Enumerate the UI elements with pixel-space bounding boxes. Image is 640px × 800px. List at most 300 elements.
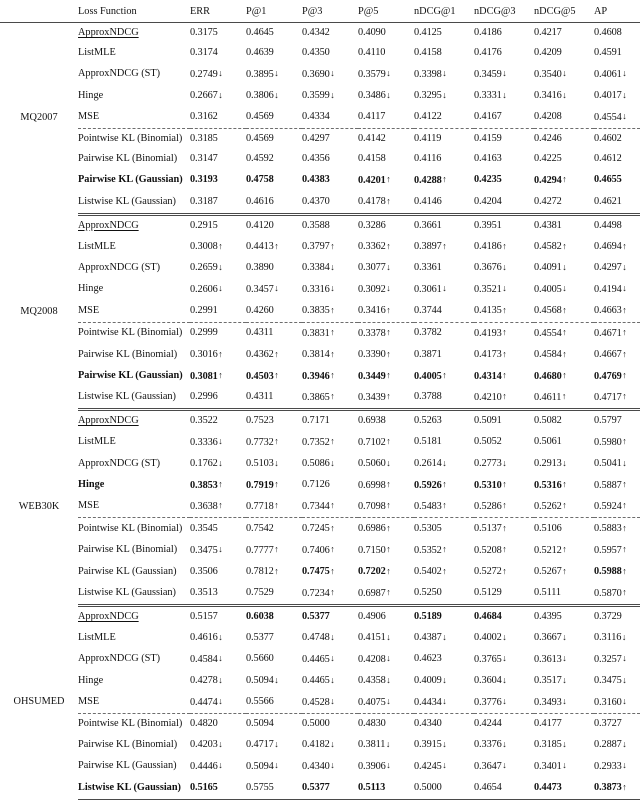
arrow-down-icon: ↓ [442,457,447,468]
metric-value-cell: 0.5250 [414,583,474,606]
metric-value-cell: 0.4621 [594,191,640,214]
metric-value-cell: 0.3647↓ [474,760,507,772]
table-row [0,107,640,129]
metric-value-cell: 0.4611↑ [534,387,594,410]
arrow-down-icon: ↓ [274,738,279,749]
metric-value-cell: 0.4694↑ [594,240,627,253]
arrow-down-icon: ↓ [218,68,223,79]
metric-value-cell: 0.2614↓ [414,457,447,470]
arrow-down-icon: ↓ [218,674,223,685]
arrow-up-icon: ↑ [330,436,335,447]
arrow-down-icon: ↓ [330,631,335,642]
metric-value-cell: 0.7150↑ [358,544,391,556]
metric-value-cell: 0.4158 [358,153,386,165]
metric-value-cell: 0.5094↓ [246,674,279,687]
header-metric-p5: P@5 [358,0,414,23]
dataset-label: OHSUMED [13,696,65,708]
arrow-up-icon: ↑ [386,348,391,359]
metric-value-cell: 0.3776↓ [474,692,534,714]
metric-value-cell: 0.4120 [246,219,274,231]
metric-value-cell: 0.5377 [302,777,358,799]
metric-value-cell: 0.4294↑ [534,174,567,186]
arrow-up-icon: ↑ [622,304,627,315]
arrow-down-icon: ↓ [218,631,223,642]
metric-value-cell: 0.4288↑ [414,174,447,186]
header-metric-ap: AP [594,0,640,23]
metric-value-cell: 0.4125 [414,27,442,38]
metric-value-cell: 0.4612 [594,153,622,165]
arrow-down-icon: ↓ [218,283,223,294]
arrow-down-icon: ↓ [330,457,335,468]
loss-function-label: ApproxNDCG (ST) [78,261,161,273]
metric-value-cell: 0.4663↑ [594,300,640,322]
loss-function-label: Listwise KL (Gaussian) [78,583,190,606]
arrow-down-icon: ↓ [442,674,447,685]
arrow-up-icon: ↑ [622,240,627,251]
metric-value-cell: 0.5103↓ [246,457,279,470]
arrow-up-icon: ↑ [274,565,279,576]
arrow-up-icon: ↑ [622,781,627,792]
metric-value-cell: 0.4334 [302,107,358,129]
arrow-up-icon: ↑ [386,565,391,576]
metric-value-cell: 0.7812↑ [246,565,279,578]
loss-function-label: Hinge [78,479,105,491]
metric-value-cell: 0.4608 [594,27,622,38]
arrow-down-icon: ↓ [502,631,507,642]
metric-value-cell: 0.3895↓ [246,68,279,80]
table-row [0,236,640,257]
table-row [0,257,640,278]
metric-value-cell: 0.3946↑ [302,370,335,382]
loss-function-label: Pairwise KL (Binomial) [78,348,178,360]
metric-value-cell: 0.7126 [302,479,330,491]
metric-value-cell: 0.4413↑ [246,240,279,253]
metric-value-cell: 0.5267↑ [534,565,567,578]
arrow-up-icon: ↑ [622,544,627,555]
metric-value-cell: 0.3398↓ [414,68,447,80]
metric-value-cell: 0.4503↑ [246,370,279,382]
arrow-up-icon: ↑ [622,327,627,338]
arrow-down-icon: ↓ [386,631,391,642]
arrow-up-icon: ↑ [562,479,567,490]
arrow-up-icon: ↑ [502,565,507,576]
arrow-up-icon: ↑ [442,500,447,511]
arrow-down-icon: ↓ [386,674,391,685]
metric-value-cell: 0.3517↓ [534,674,567,687]
metric-value-cell: 0.7523 [246,415,274,427]
metric-value-cell: 0.3336↓ [190,436,223,448]
loss-function-label: Listwise KL (Gaussian) [78,191,190,214]
arrow-up-icon: ↑ [442,565,447,576]
arrow-up-icon: ↑ [330,500,335,511]
arrow-up-icon: ↑ [386,195,391,206]
table-row [0,300,640,322]
header-metric-p1: P@1 [246,0,302,23]
metric-value-cell: 0.4356 [302,153,330,165]
arrow-down-icon: ↓ [562,283,567,294]
metric-value-cell: 0.3185↓ [534,738,567,751]
metric-value-cell: 0.5286↑ [474,496,534,518]
table-row [0,540,640,561]
arrow-down-icon: ↓ [442,89,447,100]
metric-value-cell: 0.4667↑ [594,348,627,361]
arrow-down-icon: ↓ [330,261,335,272]
arrow-up-icon: ↑ [502,479,507,490]
metric-value-cell: 0.5189 [414,610,442,622]
metric-value-cell: 0.4387↓ [414,631,447,644]
loss-function-label: MSE [78,300,190,322]
metric-value-cell: 0.5165 [190,777,246,799]
metric-value-cell: 0.4680↑ [534,370,567,382]
arrow-up-icon: ↑ [622,522,627,533]
metric-value-cell: 0.4151↓ [358,631,391,644]
metric-value-cell: 0.3765↓ [474,653,507,665]
arrow-up-icon: ↑ [502,370,507,380]
metric-value-cell: 0.3871 [414,348,442,360]
metric-value-cell: 0.3362↑ [358,240,391,253]
metric-value-cell: 0.4569 [246,133,274,145]
arrow-up-icon: ↑ [442,240,447,251]
metric-value-cell: 0.4260 [246,300,302,322]
metric-value-cell: 0.6986↑ [358,522,391,535]
loss-function-label: MSE [78,107,190,129]
metric-value-cell: 0.4186↑ [474,240,507,253]
metric-value-cell: 0.2933↓ [594,760,627,772]
metric-value-cell: 0.3116↓ [594,631,627,644]
metric-value-cell: 0.4350 [302,47,330,59]
metric-value-cell: 0.4906 [358,610,386,622]
loss-function-label: ApproxNDCG (ST) [78,68,161,80]
arrow-up-icon: ↑ [330,522,335,533]
metric-value-cell: 0.7406↑ [302,544,335,556]
metric-value-cell: 0.4176 [474,47,502,59]
metric-value-cell: 0.3147 [190,153,218,165]
metric-value-cell: 0.4090 [358,27,386,38]
arrow-down-icon: ↓ [622,283,627,294]
metric-value-cell: 0.5310↑ [474,479,507,491]
metric-value-cell: 0.4135↑ [474,300,534,322]
metric-value-cell: 0.5316↑ [534,479,567,491]
header-metric-err: ERR [190,0,246,23]
table-row [0,214,640,236]
metric-value-cell: 0.3331↓ [474,89,507,102]
metric-value-cell: 0.5980↑ [594,436,627,448]
metric-value-cell: 0.7234↑ [302,583,358,606]
arrow-down-icon: ↓ [218,738,223,749]
arrow-up-icon: ↑ [502,500,507,511]
metric-value-cell: 0.4182↓ [302,738,335,751]
arrow-down-icon: ↓ [330,696,335,707]
arrow-up-icon: ↑ [502,544,507,555]
arrow-down-icon: ↓ [274,674,279,685]
metric-value-cell: 0.4655 [594,174,622,186]
arrow-down-icon: ↓ [330,89,335,100]
metric-value-cell: 0.3906↓ [358,760,391,772]
arrow-down-icon: ↓ [386,653,391,664]
arrow-down-icon: ↓ [218,89,223,100]
arrow-up-icon: ↑ [562,304,567,315]
header-metric-ndcg1: nDCG@1 [414,0,474,23]
arrow-down-icon: ↓ [274,457,279,468]
arrow-down-icon: ↓ [622,696,627,707]
metric-value-cell: 0.3475↓ [594,674,627,687]
arrow-down-icon: ↓ [622,89,627,100]
loss-function-label: ApproxNDCG (ST) [78,653,161,665]
loss-function-label: ApproxNDCG [78,415,139,427]
header-metric-p3: P@3 [302,0,358,23]
metric-value-cell: 0.3175 [190,27,218,38]
metric-value-cell: 0.3890 [246,261,274,273]
metric-value-cell: 0.4117 [358,107,414,129]
arrow-down-icon: ↓ [386,760,391,771]
table-row [0,322,640,344]
metric-value-cell: 0.4297 [302,133,330,145]
metric-value-cell: 0.2667↓ [190,89,223,102]
metric-value-cell: 0.4591 [594,47,622,59]
metric-value-cell: 0.4584↑ [534,348,567,361]
metric-value-cell: 0.4358↓ [358,674,391,687]
metric-value-cell: 0.5086↓ [302,457,335,470]
metric-value-cell: 0.3390↑ [358,348,391,361]
header-dataset [0,0,78,23]
arrow-down-icon: ↓ [218,653,223,664]
arrow-down-icon: ↓ [218,261,223,272]
metric-value-cell: 0.4119 [414,133,442,145]
metric-value-cell: 0.3727 [594,718,622,729]
metric-value-cell: 0.4340 [414,718,442,729]
arrow-up-icon: ↑ [274,500,279,511]
metric-value-cell: 0.4498 [594,219,622,231]
metric-value-cell: 0.4473 [534,777,594,799]
table-row [0,432,640,453]
metric-value-cell: 0.4342 [302,27,330,38]
arrow-up-icon: ↑ [330,565,335,576]
arrow-down-icon: ↓ [622,457,627,468]
arrow-up-icon: ↑ [622,370,627,380]
arrow-down-icon: ↓ [562,261,567,272]
metric-value-cell: 0.4446↓ [190,760,223,772]
header-metric-ndcg5: nDCG@5 [534,0,594,23]
metric-value-cell: 0.4005↑ [414,370,447,382]
arrow-up-icon: ↑ [330,587,335,598]
loss-function-label: ListMLE [78,631,116,643]
metric-value-cell: 0.5924↑ [594,496,640,518]
arrow-down-icon: ↓ [330,68,335,79]
arrow-down-icon: ↓ [386,457,391,468]
metric-value-cell: 0.3540↓ [534,68,567,80]
loss-function-label: Pairwise KL (Gaussian) [78,174,183,186]
table-body [0,23,640,800]
arrow-up-icon: ↑ [218,370,223,380]
arrow-up-icon: ↑ [330,240,335,251]
table-row [0,410,640,432]
arrow-down-icon: ↓ [386,696,391,707]
metric-value-cell: 0.3806↓ [246,89,279,102]
arrow-down-icon: ↓ [442,760,447,771]
metric-value-cell: 0.5208↑ [474,544,507,556]
metric-value-cell: 0.3361 [414,261,442,273]
metric-value-cell: 0.3613↓ [534,653,567,665]
table-row [0,453,640,474]
arrow-down-icon: ↓ [562,760,567,771]
table-row [0,627,640,648]
arrow-down-icon: ↓ [622,68,627,79]
metric-value-cell: 0.7475↑ [302,565,335,578]
arrow-up-icon: ↑ [622,500,627,511]
loss-function-label: Pointwise KL (Binomial) [78,327,183,339]
metric-value-cell: 0.3853↑ [190,479,223,491]
metric-value-cell: 0.3378↑ [358,327,391,339]
metric-value-cell: 0.2999 [190,327,218,339]
metric-value-cell: 0.4554↑ [534,327,567,339]
arrow-up-icon: ↑ [502,348,507,359]
metric-value-cell: 0.3521↓ [474,283,507,295]
metric-value-cell: 0.4272 [534,191,594,214]
metric-value-cell: 0.3835↑ [302,300,358,322]
arrow-up-icon: ↑ [442,174,447,185]
arrow-up-icon: ↑ [386,436,391,447]
metric-value-cell: 0.4582↑ [534,240,567,253]
arrow-up-icon: ↑ [218,479,223,490]
arrow-down-icon: ↓ [622,760,627,771]
metric-value-cell: 0.4465↓ [302,653,335,665]
arrow-up-icon: ↑ [622,587,627,598]
metric-value-cell: 0.4142 [358,133,386,145]
arrow-up-icon: ↑ [622,479,627,490]
metric-value-cell: 0.7344↑ [302,496,358,518]
metric-value-cell: 0.3873↑ [594,777,640,799]
loss-function-label: Pointwise KL (Binomial) [78,522,183,534]
metric-value-cell: 0.4820 [190,718,218,729]
metric-value-cell: 0.3384↓ [302,261,335,274]
loss-function-label: Pairwise KL (Gaussian) [78,370,183,381]
metric-value-cell: 0.4146 [414,191,474,214]
metric-value-cell: 0.3257↓ [594,653,627,665]
arrow-down-icon: ↓ [562,89,567,100]
metric-value-cell: 0.3162 [190,107,246,129]
arrow-down-icon: ↓ [218,544,223,555]
metric-value-cell: 0.3604↓ [474,674,507,687]
metric-value-cell: 0.4623 [414,653,442,665]
metric-value-cell: 0.3676↓ [474,261,507,274]
metric-value-cell: 0.4245↓ [414,760,447,772]
metric-value-cell: 0.3951 [474,219,502,231]
table-row [0,279,640,300]
metric-value-cell: 0.5000 [414,777,474,799]
arrow-up-icon: ↑ [562,500,567,511]
arrow-down-icon: ↓ [622,111,627,122]
arrow-down-icon: ↓ [622,653,627,664]
metric-value-cell: 0.3588 [302,219,330,231]
arrow-down-icon: ↓ [502,760,507,771]
metric-value-cell: 0.5483↑ [414,496,474,518]
arrow-up-icon: ↑ [330,544,335,555]
metric-value-cell: 0.5052 [474,436,502,448]
metric-value-cell: 0.2887↓ [594,738,627,751]
metric-value-cell: 0.3439↑ [358,387,414,410]
metric-value-cell: 0.5797 [594,415,622,427]
metric-value-cell: 0.4186 [474,27,502,38]
header-row [0,0,640,23]
loss-function-label: MSE [78,692,190,714]
metric-value-cell: 0.5305 [414,522,442,534]
arrow-down-icon: ↓ [274,68,279,79]
arrow-up-icon: ↑ [562,348,567,359]
metric-value-cell: 0.4193↑ [474,327,507,339]
metric-value-cell: 0.3667↓ [534,631,567,644]
arrow-up-icon: ↑ [442,544,447,555]
metric-value-cell: 0.4208 [534,107,594,129]
metric-value-cell: 0.2996 [190,387,246,410]
metric-value-cell: 0.3416↓ [534,89,567,102]
metric-value-cell: 0.2991 [190,300,246,322]
arrow-up-icon: ↑ [386,370,391,380]
loss-function-label: MSE [78,496,190,518]
metric-value-cell: 0.3599↓ [302,89,335,102]
table-row [0,191,640,214]
arrow-down-icon: ↓ [562,674,567,685]
metric-value-cell: 0.3915↓ [414,738,447,751]
metric-value-cell: 0.4830 [358,718,386,729]
metric-value-cell: 0.3897↑ [414,240,447,253]
table-row [0,43,640,63]
loss-function-label: Pointwise KL (Binomial) [78,718,183,729]
metric-value-cell: 0.4639 [246,47,274,59]
metric-value-cell: 0.6038 [246,610,274,622]
arrow-up-icon: ↑ [218,348,223,359]
arrow-up-icon: ↑ [442,370,447,380]
metric-value-cell: 0.2659↓ [190,261,223,274]
metric-value-cell: 0.4592 [246,153,274,165]
metric-value-cell: 0.5106 [534,522,562,534]
metric-value-cell: 0.5566 [246,692,302,714]
header-loss-function: Loss Function [78,0,190,23]
metric-value-cell: 0.4225 [534,153,562,165]
arrow-down-icon: ↓ [622,261,627,272]
metric-value-cell: 0.4370 [302,191,358,214]
metric-value-cell: 0.3008↑ [190,240,223,253]
metric-value-cell: 0.4091↓ [534,261,567,274]
metric-value-cell: 0.4528↓ [302,692,358,714]
metric-value-cell: 0.3486↓ [358,89,391,102]
metric-value-cell: 0.4568↑ [534,300,594,322]
arrow-down-icon: ↓ [502,738,507,749]
arrow-up-icon: ↑ [622,565,627,576]
metric-value-cell: 0.3729 [594,610,622,622]
metric-value-cell: 0.3174 [190,47,218,59]
arrow-down-icon: ↓ [562,653,567,664]
metric-value-cell: 0.3187 [190,191,246,214]
table-row [0,649,640,670]
metric-value-cell: 0.4163 [474,153,502,165]
loss-function-label: Pairwise KL (Binomial) [78,153,178,165]
arrow-down-icon: ↓ [502,283,507,294]
arrow-up-icon: ↑ [330,327,335,338]
table-row [0,518,640,540]
metric-value-cell: 0.5094 [246,718,274,729]
table-row [0,149,640,169]
arrow-down-icon: ↓ [385,738,391,749]
metric-value-cell: 0.7718↑ [246,496,302,518]
arrow-up-icon: ↑ [502,327,507,338]
metric-value-cell: 0.7529 [246,583,302,606]
metric-value-cell: 0.3092↓ [358,283,391,295]
metric-value-cell: 0.4061↓ [594,68,627,80]
arrow-up-icon: ↑ [274,348,279,359]
metric-value-cell: 0.3416↑ [358,300,414,322]
metric-value-cell: 0.7919↑ [246,479,279,491]
metric-value-cell: 0.4217 [534,27,562,38]
